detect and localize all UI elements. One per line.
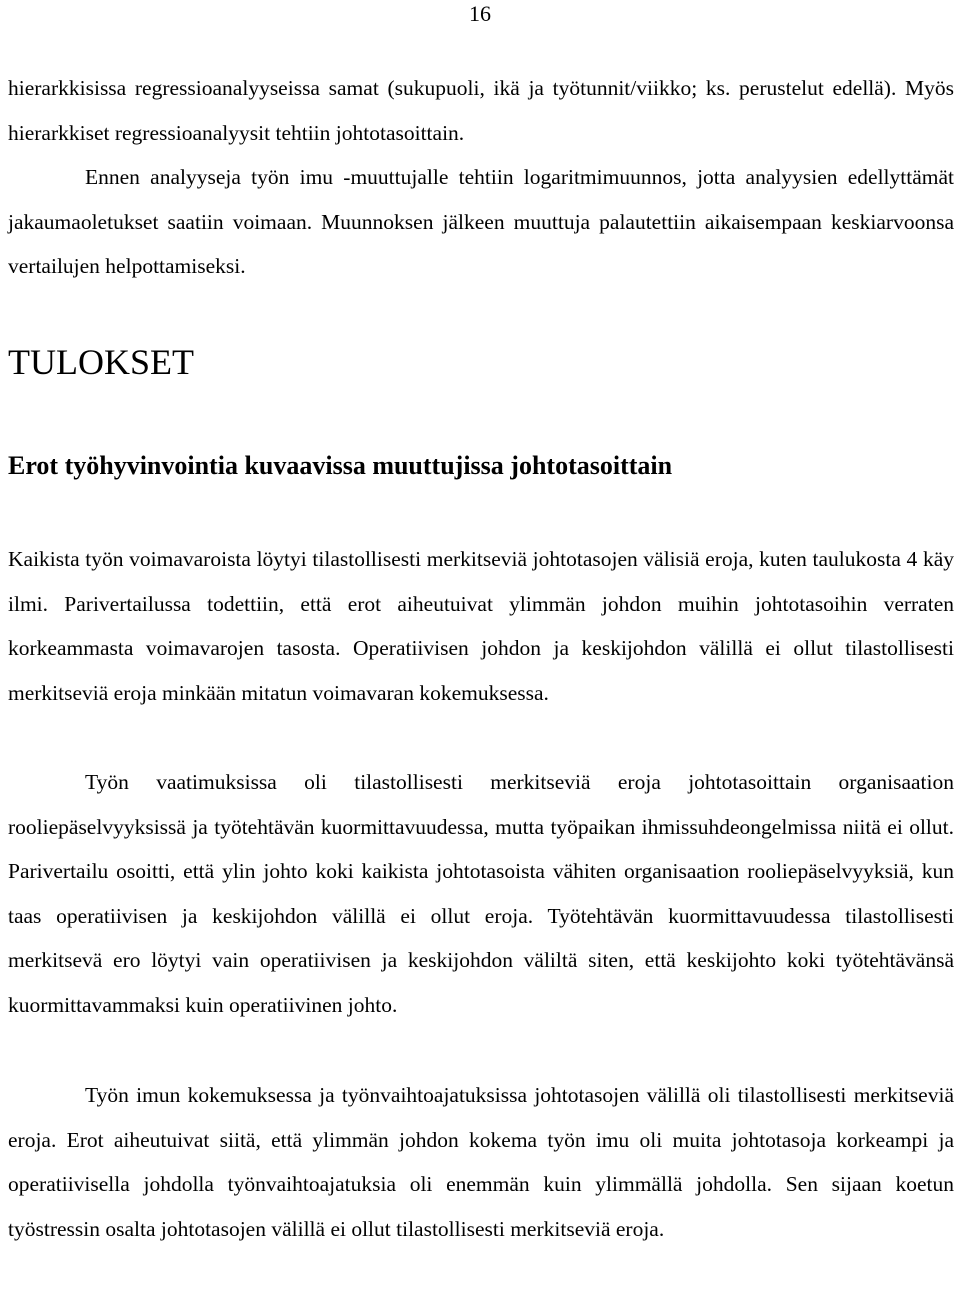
page-number: 16: [469, 1, 491, 26]
section-title: TULOKSET: [8, 342, 194, 382]
results-paragraph-1: Kaikista työn voimavaroista löytyi tilastollisesti merkitseviä johtotasojen välisiä eroja, kuten taulukosta 4 käy ilmi. Parivertailussa todettiin, että erot aiheutuivat ylimmän johdon muihin johtotasoihin verraten korkeammasta voimavarojen tasosta. Operatiivisen johdon ja keskijohdon välillä ei ollut tilastollisesti merkitseviä eroja minkään mitatun voimavaran kokemuksessa.: [8, 547, 954, 705]
subsection-title: Erot työhyvinvointia kuvaavissa muuttujissa johtotasoittain: [8, 451, 673, 480]
intro-paragraph-1: hierarkkisissa regressioanalyyseissa samat (sukupuoli, ikä ja työtunnit/viikko; ks. perustelut edellä). Myös hierarkkiset regressioanalyysit tehtiin johtotasoittain.: [8, 76, 954, 145]
results-paragraph-2: Työn vaatimuksissa oli tilastollisesti merkitseviä eroja johtotasoittain organisaation rooliepäselvyyksissä ja työtehtävän kuormittavuudessa, mutta työpaikan ihmissuhdeongelmissa niitä ei ollut. Parivertailu osoitti, että ylin johto koki kaikista johtotasoista vähiten organisaation rooliepäselvyyksiä, kun taas operatiivisen ja keskijohdon välillä ei ollut eroja. Työtehtävän kuormittavuudessa tilastollisesti merkitsevä ero löytyi vain operatiivisen ja keskijohdon väliltä siten, että keskijohto koki työtehtävänsä kuormittavammaksi kuin operatiivinen johto.: [8, 770, 954, 1017]
intro-paragraph-2: Ennen analyyseja työn imu -muuttujalle tehtiin logaritmimuunnos, jotta analyysien edellyttämät jakaumaoletukset saatiin voimaan. Muunnoksen jälkeen muuttuja palautettiin aikaisempaan keskiarvoonsa vertailujen helpottamiseksi.: [8, 165, 954, 279]
results-paragraph-3: Työn imun kokemuksessa ja työnvaihtoajatuksissa johtotasojen välillä oli tilastollisesti merkitseviä eroja. Erot aiheutuivat siitä, että ylimmän johdon kokema työn imu oli muita johtotasoja korkeampi ja operatiivisella johdolla työnvaihtoajatuksia oli enemmän kuin ylimmällä johdolla. Sen sijaan koetun työstressin osalta johtotasojen välillä ei ollut tilastollisesti merkitseviä eroja.: [8, 1083, 954, 1241]
